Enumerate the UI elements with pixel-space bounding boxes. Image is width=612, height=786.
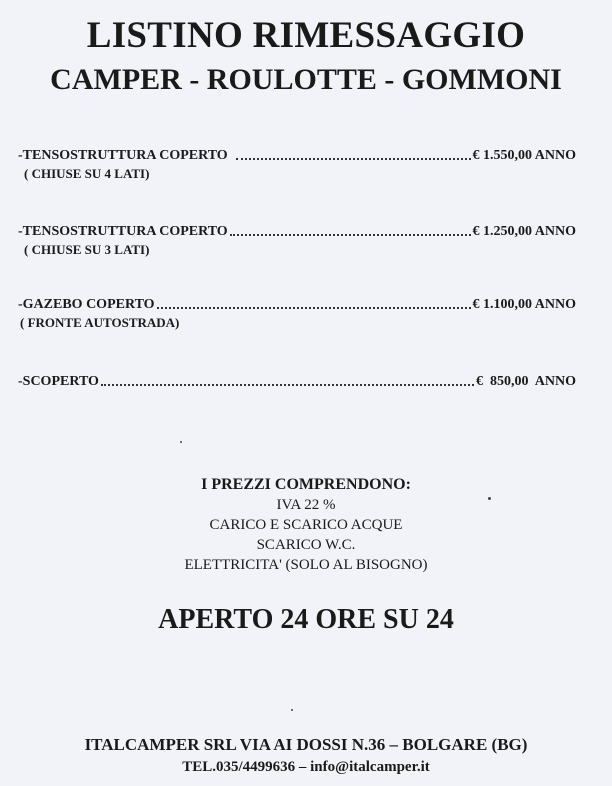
included-item: SCARICO W.C. xyxy=(256,537,356,553)
leader-dots xyxy=(157,296,471,309)
price-item xyxy=(18,147,576,183)
price-item-price: € 850,00 ANNO xyxy=(476,374,576,389)
page-subtitle: CAMPER - ROULOTTE - GOMMONI xyxy=(50,63,562,96)
price-item-price: € 1.100,00 ANNO xyxy=(472,297,576,312)
price-item-note: ( FRONTE AUTOSTRADA) xyxy=(20,315,180,330)
price-item-note: ( CHIUSE SU 3 LATI) xyxy=(24,242,150,257)
included-heading: I PREZZI COMPRENDONO: xyxy=(201,476,411,493)
price-item-price: € 1.250,00 ANNO xyxy=(472,224,576,239)
included-item: CARICO E SCARICO ACQUE xyxy=(209,517,403,533)
opening-hours: APERTO 24 ORE SU 24 xyxy=(158,604,454,635)
company-contact: TEL.035/4499636 – info@italcamper.it xyxy=(182,759,430,775)
price-item-note: ( CHIUSE SU 4 LATI) xyxy=(24,166,150,181)
scan-speck xyxy=(488,497,491,500)
page-title: LISTINO RIMESSAGGIO xyxy=(86,15,526,56)
leader-dots xyxy=(230,223,471,236)
price-item xyxy=(18,296,576,332)
scan-speck xyxy=(291,709,293,711)
included-section xyxy=(0,475,612,575)
leader-dots xyxy=(236,147,471,160)
leader-dots xyxy=(101,373,474,386)
included-item: IVA 22 % xyxy=(276,497,336,513)
scan-speck xyxy=(180,441,182,443)
price-item-label: -TENSOSTRUTTURA COPERTO xyxy=(18,224,228,239)
price-item xyxy=(18,223,576,259)
price-item-price: € 1.550,00 ANNO xyxy=(472,148,576,163)
price-item-label: -TENSOSTRUTTURA COPERTO xyxy=(18,148,228,163)
price-item-label: -GAZEBO COPERTO xyxy=(18,297,155,312)
price-item xyxy=(18,373,576,391)
price-item-label: -SCOPERTO xyxy=(18,374,99,389)
company-address: ITALCAMPER SRL VIA AI DOSSI N.36 – BOLGARE (BG) xyxy=(84,735,528,754)
included-item: ELETTRICITA' (SOLO AL BISOGNO) xyxy=(184,557,428,573)
